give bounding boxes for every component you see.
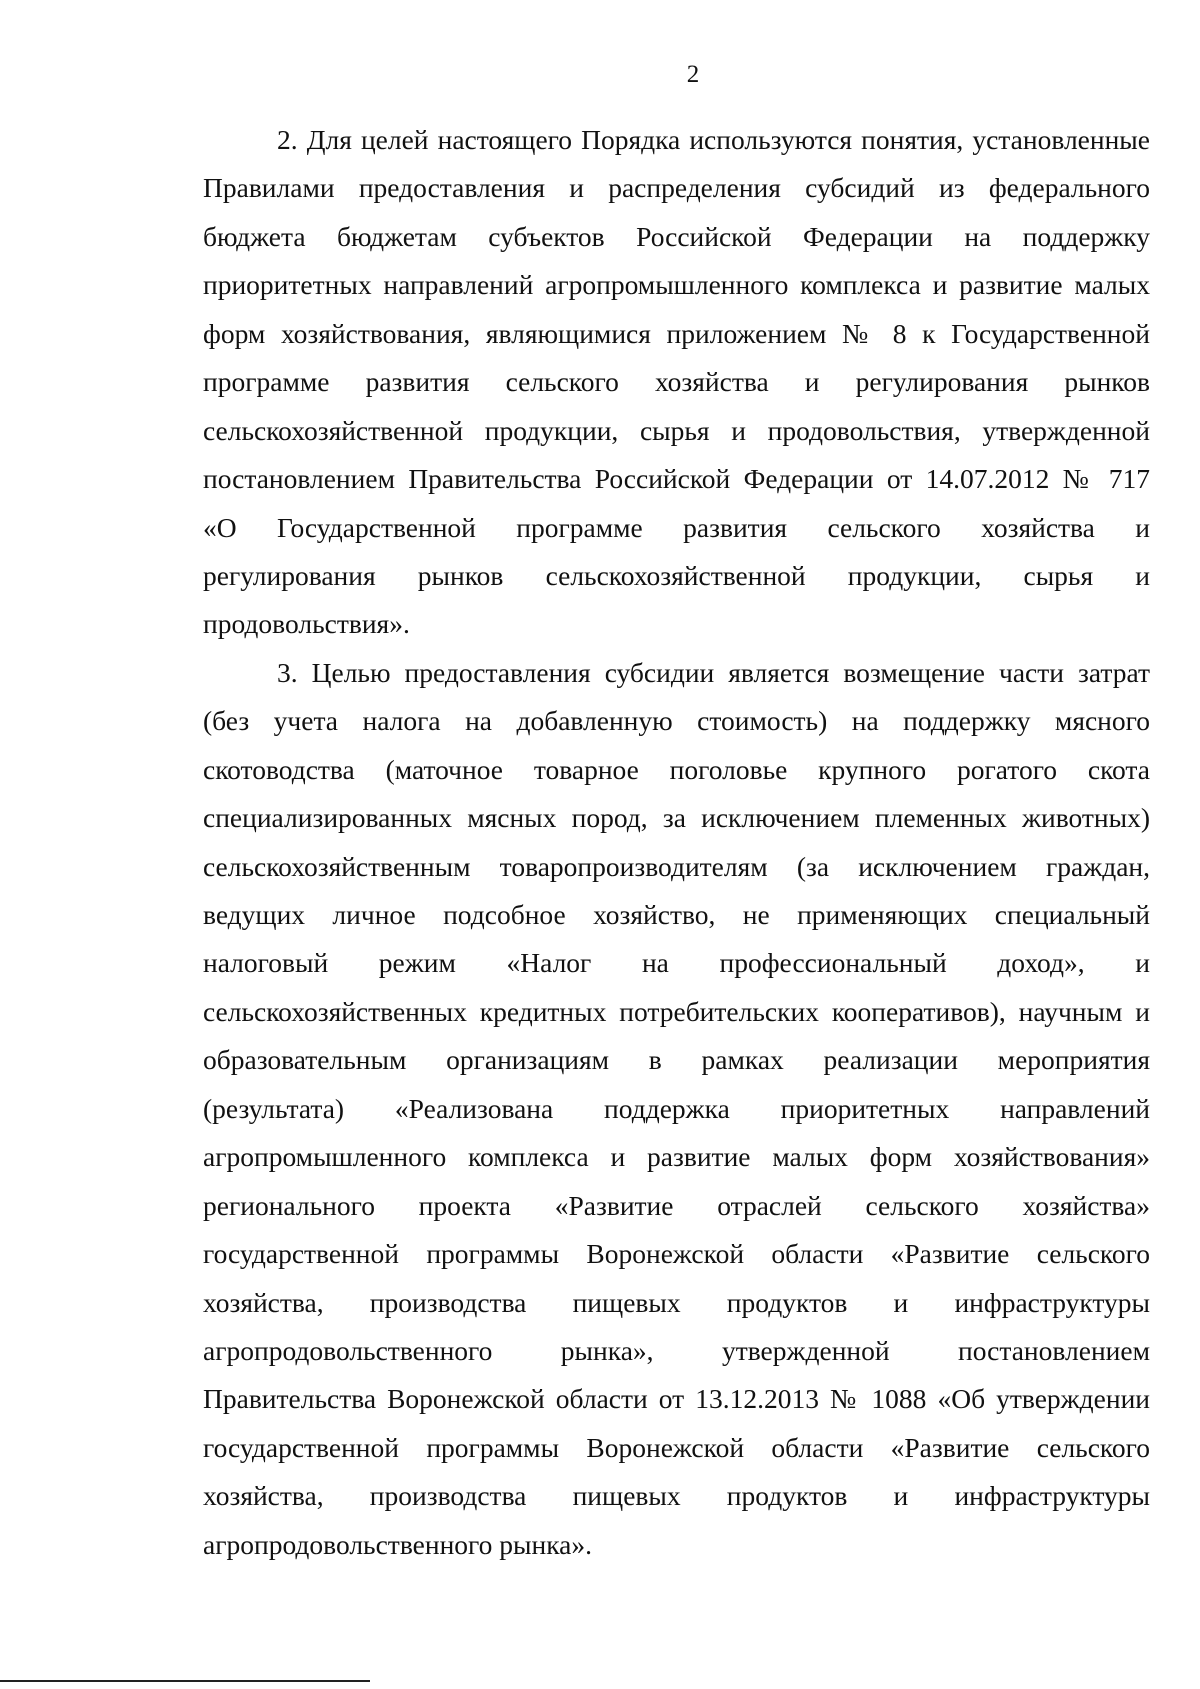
- text-line: (без учета налога на добавленную стоимость) на поддержку мясного: [203, 705, 1150, 737]
- document-body: [203, 116, 1150, 1569]
- text-line: хозяйства, производства пищевых продуктов и инфраструктуры: [203, 1286, 1150, 1318]
- text-line: государственной программы Воронежской области «Развитие сельского: [203, 1431, 1150, 1463]
- text-line: регулирования рынков сельскохозяйственной продукции, сырья и: [203, 559, 1150, 591]
- page-number: 2: [686, 61, 700, 88]
- paragraph-3: [203, 649, 1150, 1569]
- text-line: «О Государственной программе развития сельского хозяйства и: [203, 511, 1150, 543]
- text-line: сельскохозяйственной продукции, сырья и продовольствия, утвержденной: [203, 414, 1150, 446]
- text-line: (результата) «Реализована поддержка приоритетных направлений: [203, 1092, 1150, 1124]
- text-line: программе развития сельского хозяйства и регулирования рынков: [203, 366, 1150, 398]
- text-line: приоритетных направлений агропромышленного комплекса и развитие малых: [203, 269, 1150, 301]
- text-line: 3. Целью предоставления субсидии является возмещение части затрат: [277, 656, 1150, 688]
- paragraph-2: [203, 116, 1150, 649]
- text-line: хозяйства, производства пищевых продуктов и инфраструктуры: [203, 1480, 1150, 1512]
- text-line: бюджета бюджетам субъектов Российской Федерации на поддержку: [203, 220, 1150, 252]
- text-line: агропромышленного комплекса и развитие малых форм хозяйствования»: [203, 1141, 1150, 1173]
- footer-divider: [0, 1680, 370, 1682]
- text-line: агропродовольственного рынка».: [203, 1528, 592, 1560]
- text-line: агропродовольственного рынка», утвержденной постановлением: [203, 1334, 1150, 1366]
- text-line: сельскохозяйственных кредитных потребительских кооперативов), научным и: [203, 995, 1150, 1027]
- text-line: Правилами предоставления и распределения субсидий из федерального: [203, 172, 1150, 204]
- text-line: 2. Для целей настоящего Порядка используются понятия, установленные: [277, 124, 1150, 155]
- text-line: государственной программы Воронежской области «Развитие сельского: [203, 1238, 1150, 1270]
- text-line: скотоводства (маточное товарное поголовье крупного рогатого скота: [203, 753, 1150, 785]
- text-line: Правительства Воронежской области от 13.12.2013 № 1088 «Об утверждении: [203, 1383, 1150, 1415]
- text-line: специализированных мясных пород, за исключением племенных животных): [203, 802, 1150, 834]
- text-line: образовательным организациям в рамках реализации мероприятия: [203, 1044, 1150, 1076]
- text-line: постановлением Правительства Российской Федерации от 14.07.2012 № 717: [203, 463, 1150, 495]
- text-line: налоговый режим «Налог на профессиональный доход», и: [203, 947, 1150, 979]
- text-line: регионального проекта «Развитие отраслей сельского хозяйства»: [203, 1189, 1150, 1221]
- text-line: ведущих личное подсобное хозяйство, не применяющих специальный: [203, 899, 1150, 930]
- text-line: сельскохозяйственным товаропроизводителям (за исключением граждан,: [203, 850, 1150, 882]
- text-line: форм хозяйствования, являющимися приложением № 8 к Государственной: [203, 317, 1150, 349]
- text-line: продовольствия».: [203, 608, 410, 640]
